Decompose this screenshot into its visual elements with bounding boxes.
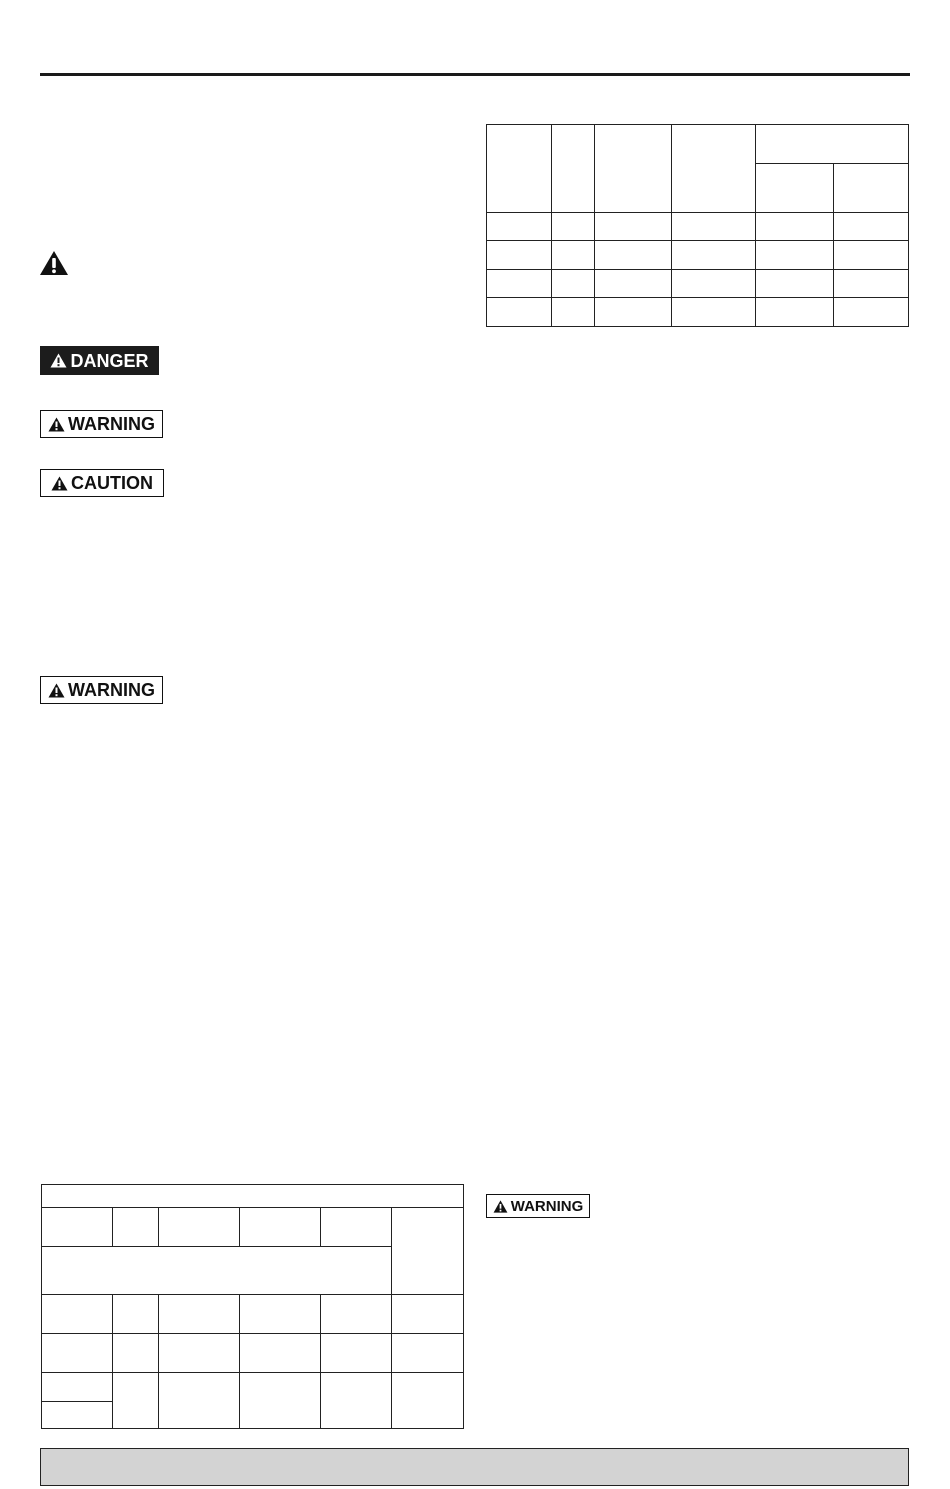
caution-label: CAUTION	[71, 473, 153, 493]
danger-label: DANGER	[70, 350, 149, 371]
table-row	[487, 270, 909, 298]
table-cell	[756, 164, 834, 213]
warning-label: WARNING	[510, 1197, 584, 1215]
table-cell	[113, 1208, 159, 1247]
table-cell	[240, 1208, 321, 1247]
header-rule	[40, 73, 910, 76]
table-cell	[756, 125, 909, 164]
warning-label: WARNING	[68, 680, 155, 700]
table-cell	[42, 1247, 392, 1295]
danger-signal-word	[40, 346, 159, 375]
table-cell	[834, 164, 909, 213]
footer-bar	[40, 1448, 909, 1486]
warning-signal-word	[40, 676, 163, 704]
table-row	[42, 1373, 464, 1402]
warning-signal-word	[40, 410, 163, 438]
table-cell	[42, 1208, 113, 1247]
table-cell	[672, 125, 756, 213]
warning-triangle-icon	[493, 1200, 508, 1213]
table-title-cell	[42, 1185, 464, 1208]
safety-alert-icon	[39, 250, 69, 276]
table-row	[42, 1334, 464, 1373]
spec-table-bottom	[41, 1184, 464, 1429]
warning-triangle-icon	[51, 476, 68, 491]
table-cell	[552, 125, 595, 213]
table-row	[487, 213, 909, 241]
warning-signal-word	[486, 1194, 590, 1218]
table-row	[487, 241, 909, 270]
spec-table-top	[486, 124, 909, 327]
warning-triangle-icon	[48, 417, 65, 432]
warning-triangle-icon	[50, 353, 67, 368]
table-row	[42, 1295, 464, 1334]
table-cell	[487, 125, 552, 213]
caution-signal-word	[40, 469, 164, 497]
warning-label: WARNING	[68, 414, 155, 434]
table-cell	[159, 1208, 240, 1247]
table-cell	[595, 125, 672, 213]
table-cell	[321, 1208, 392, 1247]
table-row	[487, 298, 909, 327]
table-cell	[392, 1208, 464, 1295]
warning-triangle-icon	[48, 683, 65, 698]
